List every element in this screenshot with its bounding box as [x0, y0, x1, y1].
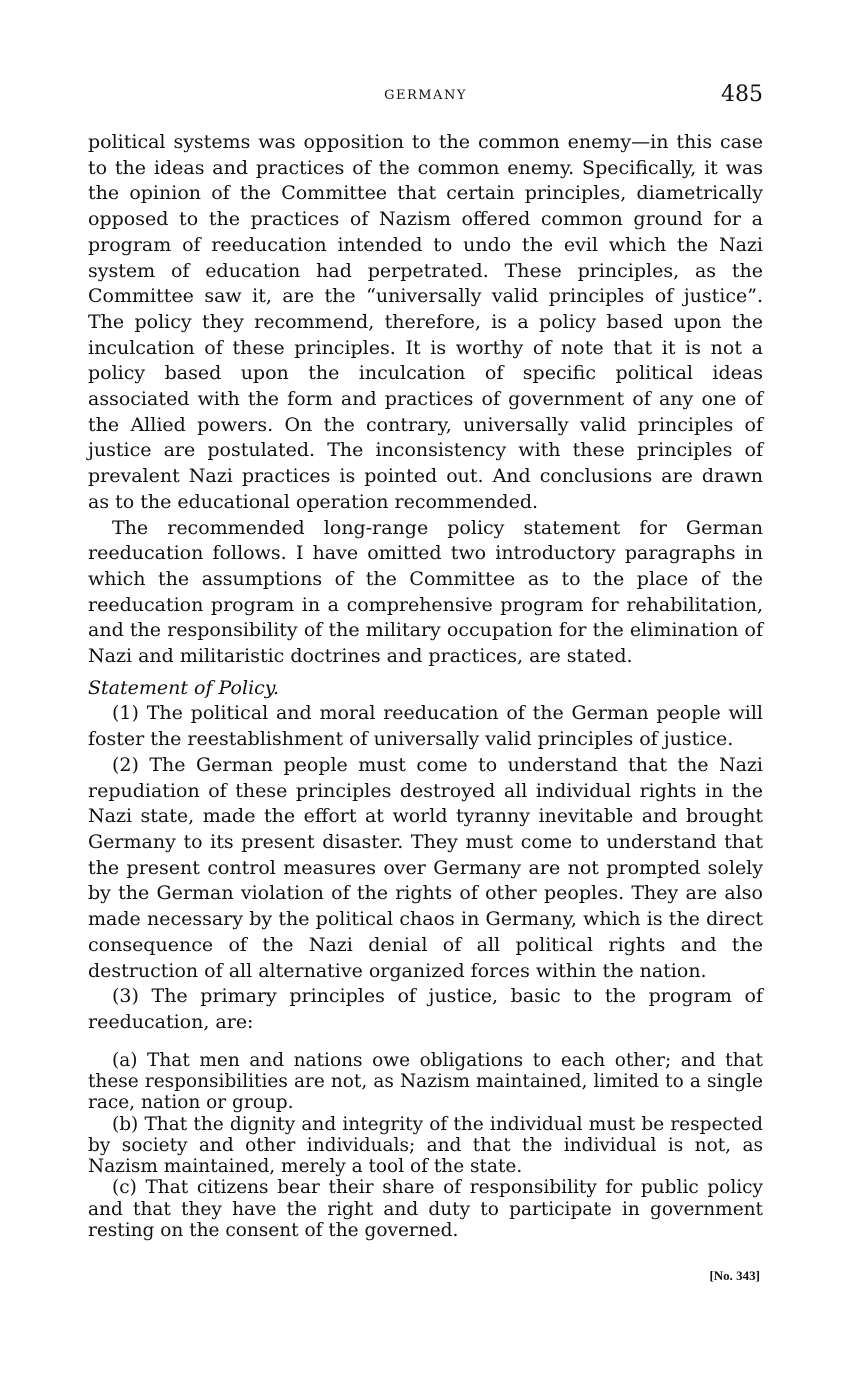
paragraph: The recommended long-range policy statement for German reeducation follows. I have omitted two introductory paragraphs in which the assumptions of the Committee as to the place of the reeducation program in a comprehensive program for rehabilitation, and the responsibility of the military occupation for the elimination of Nazi and militaristic doctrines and practices, are stated.: [88, 516, 763, 668]
document-number: [No. 343]: [709, 1268, 760, 1283]
body-text: [88, 130, 763, 1241]
policy-item: (3) The primary principles of justice, basic to the program of reeducation, are:: [88, 985, 763, 1033]
paragraph: political systems was opposition to the common enemy—in this case to the ideas and practices of the common enemy. Specifically, it was the opinion of the Committee that certain principles, diametrically opposed to the practices of Nazism offered common ground for a program of reeducation intended to undo the evil which the Nazi system of education had perpetrated. These principles, as the Committee saw it, are the “universally valid principles of justice”. The policy they recommend, therefore, is a policy based upon the inculcation of these principles. It is worthy of note that it is not a policy based upon the inculcation of specific political ideas associated with the form and practices of government of any one of the Allied powers. On the contrary, universally valid principles of justice are postulated. The inconsistency with these principles of prevalent Nazi practices is pointed out. And conclusions are drawn as to the educational operation recommended.: [88, 131, 763, 513]
principles-list: [88, 1050, 763, 1242]
principle-item: (b) That the dignity and integrity of the individual must be respected by society and other individuals; and that the individual is not, as Nazism maintained, merely a tool of the state.: [88, 1113, 763, 1178]
running-head: [88, 82, 763, 110]
section-heading: Statement of Policy.: [88, 676, 280, 699]
running-title: GERMANY: [384, 88, 467, 103]
policy-list: [88, 701, 763, 1035]
principle-item: (a) That men and nations owe obligations to each other; and that these responsibilities are not, as Nazism maintained, limited to a single race, nation or group.: [88, 1049, 763, 1114]
policy-item: (1) The political and moral reeducation of the German people will foster the reestablishment of universally valid principles of justice.: [88, 702, 763, 751]
page-number: 485: [721, 82, 763, 107]
principle-item: (c) That citizens bear their share of responsibility for public policy and that they have the right and duty to participate in government resting on the consent of the governed.: [88, 1177, 763, 1241]
policy-item: (2) The German people must come to understand that the Nazi repudiation of these principles destroyed all individual rights in the Nazi state, made the effort at world tyranny inevitable and brought Germany to its present disaster. They must come to understand that the present control measures over Germany are not prompted solely by the German violation of the rights of other peoples. They are also made necessary by the political chaos in Germany, which is the direct consequence of the Nazi denial of all political rights and the destruction of all alternative organized forces within the nation.: [88, 753, 763, 982]
